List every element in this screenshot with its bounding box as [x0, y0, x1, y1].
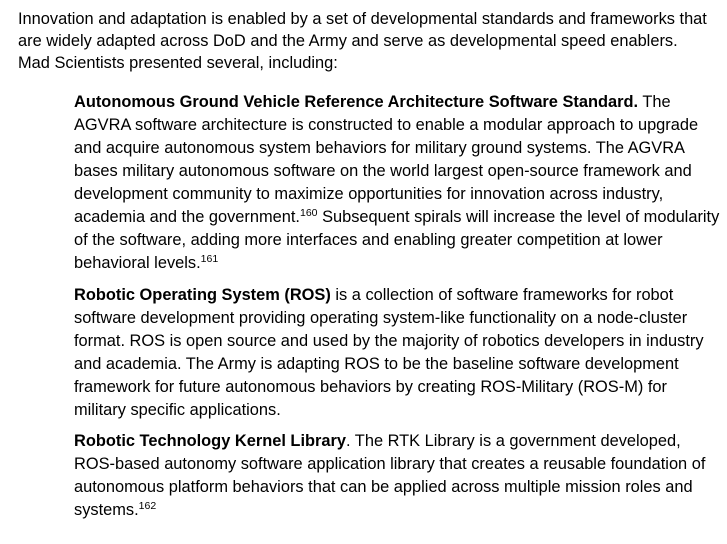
footnote-ref: 161 — [200, 253, 219, 265]
footnote-ref: 162 — [138, 500, 157, 512]
item-term: Robotic Operating System (ROS) — [74, 286, 331, 304]
item-ros — [74, 284, 720, 422]
item-agvra — [74, 91, 720, 275]
footnote-ref: 160 — [299, 207, 318, 219]
item-term: Autonomous Ground Vehicle Reference Architecture Software Standard. — [74, 93, 639, 111]
item-text: . The RTK Library is a government developed, ROS-based autonomy software application library that creates a reusable foundation of autonomous platform behaviors that can be applied across multiple mission roles and systems. — [74, 432, 706, 519]
item-text-continued: Subsequent spirals will increase the level of modularity of the software, adding more interfaces and enabling greater competition at lower behavioral levels. — [74, 208, 720, 272]
item-term: Robotic Technology Kernel Library — [74, 432, 346, 450]
intro-paragraph: Innovation and adaptation is enabled by a set of developmental standards and frameworks that are widely adapted across DoD and the Army and serve as developmental speed enablers. Mad Scientists presented several, including: — [18, 10, 707, 72]
item-text: The AGVRA software architecture is constructed to enable a modular approach to upgrade and acquire autonomous system behaviors for military ground systems. The AGVRA bases military autonomous software on the world largest open-source framework and development community to maximize opportunities for innovation across industry, academia and the government. — [74, 93, 699, 226]
item-text: is a collection of software frameworks for robot software development providing operating system-like functionality on a node-cluster format. ROS is open source and used by the majority of robotics developers in industry and academia. The Army is adapting ROS to be the baseline software development framework for future autonomous behaviors by creating ROS-Military (ROS-M) for military specific applications. — [74, 286, 704, 419]
item-rtk-library — [74, 430, 720, 522]
